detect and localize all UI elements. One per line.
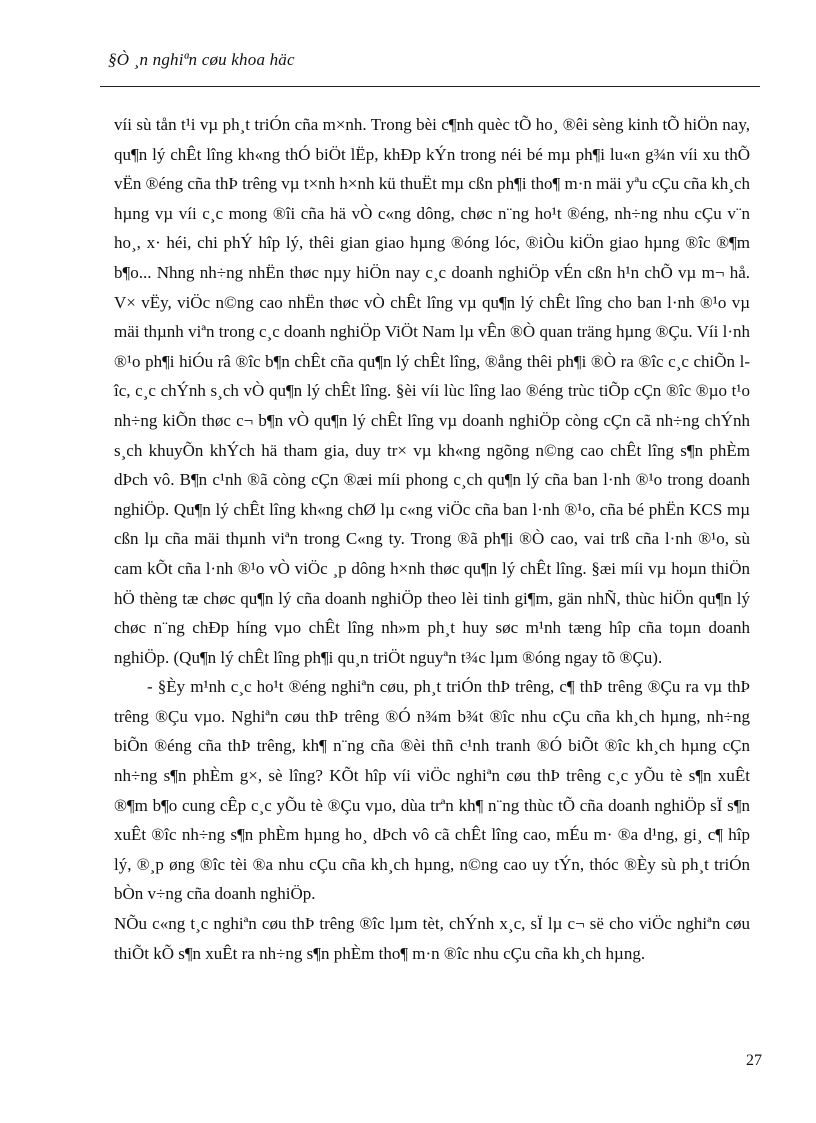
body-text xyxy=(114,110,750,968)
paragraph-2: - §Èy m¹nh c¸c ho¹t ®éng nghiªn cøu, ph¸t triÓn thÞ trêng, c¶ thÞ trêng ®Çu ra vµ thÞ trêng ®Çu vµo. Nghiªn cøu thÞ trêng ®Ó n¾m b¾t ®îc nhu cÇu cña kh¸ch hµng, nh÷ng biÕn ®éng cña thÞ trêng, kh¶ n¨ng cña ®èi thñ c¹nh tranh ®Ó biÕt ®îc kh¸ch hµng cÇn nh÷ng s¶n phÈm g×, sè lîng? KÕt hîp víi viÖc nghiªn cøu thÞ trêng c¸c yÕu tè s¶n xuÊt ®¶m b¶o cung cÊp c¸c yÕu tè ®Çu vµo, dùa trªn kh¶ n¨ng thùc tÕ cña doanh nghiÖp sÏ s¶n xuÊt ®îc nh÷ng s¶n phÈm hµng ho¸ dÞch vô cã chÊt lîng cao, mÉu m· ®a d¹ng, gi¸ c¶ hîp lý, ®¸p øng ®îc tèi ®a nhu cÇu cña kh¸ch hµng, n©ng cao uy tÝn, thóc ®Èy sù ph¸t triÓn bÒn v÷ng cña doanh nghiÖp. xyxy=(114,677,750,904)
paragraph-3: NÕu c«ng t¸c nghiªn cøu thÞ trêng ®îc lµm tèt, chÝnh x¸c, sÏ lµ c¬ së cho viÖc nghiªn cøu thiÕt kÕ s¶n xuÊt ra nh÷ng s¶n phÈm tho¶ m·n ®îc nhu cÇu cña kh¸ch hµng. xyxy=(114,914,750,963)
header-rule xyxy=(100,86,760,87)
running-header: §Ò ¸n nghiªn cøu khoa häc xyxy=(108,50,295,69)
paragraph-1: víi sù tån t¹i vµ ph¸t triÓn cña m×nh. Trong bèi c¶nh quèc tÕ ho¸ ®êi sèng kinh tÕ hiÖn nay, qu¶n lý chÊt lîng kh«ng thÓ biÖt lËp, khÐp kÝn trong néi bé mµ ph¶i lu«n g¾n víi xu thÕ vËn ®éng cña thÞ trêng vµ t×nh h×nh kü thuËt mµ cßn ph¶i tho¶ m·n mäi yªu cÇu cña kh¸ch hµng vµ víi c¸c mong ®îi cña hä vÒ c«ng dông, chøc n¨ng ho¹t ®éng, nh÷ng nhu cÇu v¨n ho¸, x· héi, chi phÝ hîp lý, thêi gian giao hµng ®óng lóc, ®iÒu kiÖn giao hµng ®îc ®¶m b¶o... Nhng nh÷ng nhËn thøc nµy hiÖn nay c¸c doanh nghiÖp vÉn cßn h¹n chÕ vµ m¬ hå. V× vËy, viÖc n©ng cao nhËn thøc vÒ chÊt lîng vµ qu¶n lý chÊt lîng cho ban l·nh ®¹o vµ mäi thµnh viªn trong c¸c doanh nghiÖp ViÖt Nam lµ vÊn ®Ò quan träng hµng ®Çu. Víi l·nh ®¹o ph¶i hiÓu râ ®îc b¶n chÊt cña qu¶n lý chÊt lîng, ®ång thêi ph¶i ®Ò ra ®îc c¸c chiÕn lîc, c¸c chÝnh s¸ch vÒ qu¶n lý chÊt lîng. §èi víi lùc lîng lao ®éng trùc tiÕp cÇn ®îc ®µo t¹o nh÷ng kiÕn thøc c¬ b¶n vÒ qu¶n lý chÊt lîng vµ doanh nghiÖp còng cÇn cã nh÷ng chÝnh s¸ch khuyÕn khÝch hä tham gia, duy tr× vµ kh«ng ngõng n©ng cao chÊt lîng s¶n phÈm dÞch vô. B¶n c¹nh ®ã còng cÇn ®æi míi phong c¸ch qu¶n lý cña ban l·nh ®¹o trong doanh nghiÖp. Qu¶n lý chÊt lîng kh«ng chØ lµ c«ng viÖc cña ban l·nh ®¹o, cña bé phËn KCS mµ cßn lµ cña mäi thµnh viªn trong C«ng ty. Trong ®ã ph¶i ®Ò cao, vai trß cña l·nh ®¹o, sù cam kÕt cña l·nh ®¹o vÒ viÖc ¸p dông h×nh thøc qu¶n lý chÊt lîng. §æi míi vµ hoµn thiÖn hÖ thèng tæ chøc qu¶n lý cña doanh nghiÖp theo lèi tinh gi¶m, gän nhÑ, thùc hiÖn qu¶n lý chøc n¨ng chÐp híng vµo chÊt lîng nh»m ph¸t huy søc m¹nh tæng hîp cña toµn doanh nghiÖp. (Qu¶n lý chÊt lîng ph¶i qu¸n triÖt nguyªn t¾c lµm ®óng ngay tõ ®Çu). xyxy=(114,115,750,667)
page-number: 27 xyxy=(746,1052,762,1069)
